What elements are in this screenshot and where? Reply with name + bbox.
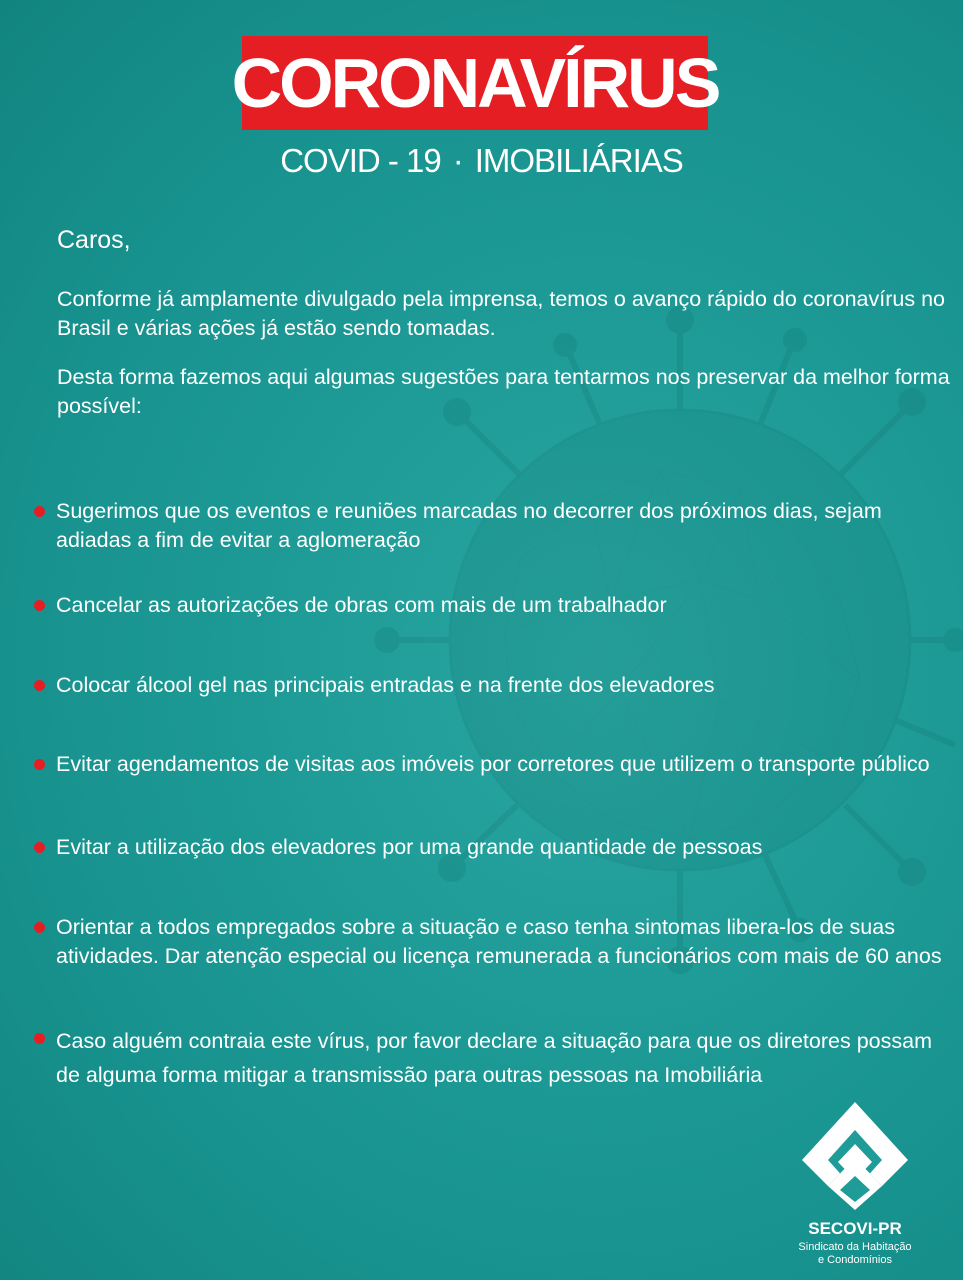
intro-paragraph-2: Desta forma fazemos aqui algumas sugestões para tentarmos nos preservar da melhor forma possível:	[57, 365, 950, 418]
suggestion-text: Cancelar as autorizações de obras com mais de um trabalhador	[56, 593, 667, 617]
suggestion-text: Evitar agendamentos de visitas aos imóveis por corretores que utilizem o transporte público	[56, 752, 930, 776]
suggestion-text: Orientar a todos empregados sobre a situação e caso tenha sintomas libera-los de suas atividades. Dar atenção especial ou licença remunerada a funcionários com mais de 60 anos	[56, 915, 942, 968]
logo-subtitle	[790, 1241, 920, 1267]
red-bullet-icon	[34, 506, 45, 517]
suggestion-item	[34, 913, 954, 971]
subtitle	[0, 142, 963, 180]
suggestion-item	[34, 750, 954, 779]
secovi-logo-icon	[800, 1100, 910, 1212]
suggestion-item	[34, 833, 954, 862]
red-bullet-icon	[34, 922, 45, 933]
page-title: CORONAVÍRUS	[231, 44, 719, 122]
logo-name: SECOVI-PR	[808, 1219, 902, 1238]
suggestion-item	[34, 591, 954, 620]
intro-paragraph-1: Conforme já amplamente divulgado pela imprensa, temos o avanço rápido do coronavírus no Brasil e várias ações já estão sendo tomadas.	[57, 287, 945, 340]
subtitle-separator: ·	[452, 142, 463, 179]
red-bullet-icon	[34, 759, 45, 770]
suggestion-text: Sugerimos que os eventos e reuniões marcadas no decorrer dos próximos dias, sejam adiadas a fim de evitar a aglomeração	[56, 499, 882, 552]
red-bullet-icon	[34, 842, 45, 853]
suggestion-text: Caso alguém contraia este vírus, por favor declare a situação para que os diretores possam de alguma forma mitigar a transmissão para outras pessoas na Imobiliária	[56, 1029, 932, 1087]
subtitle-covid: COVID - 19	[280, 142, 441, 179]
suggestion-item	[34, 1024, 954, 1092]
logo-subtitle-line-2: e Condomínios	[818, 1254, 892, 1266]
suggestion-text: Evitar a utilização dos elevadores por uma grande quantidade de pessoas	[56, 835, 763, 859]
red-bullet-icon	[34, 600, 45, 611]
red-bullet-icon	[34, 1033, 45, 1044]
subtitle-imobiliarias: IMOBILIÁRIAS	[474, 142, 683, 179]
secovi-logo	[790, 1100, 920, 1270]
title-banner	[231, 36, 719, 130]
suggestion-item	[34, 671, 954, 700]
logo-subtitle-line-1: Sindicato da Habitação	[798, 1241, 912, 1253]
greeting: Caros,	[57, 226, 131, 254]
suggestion-text: Colocar álcool gel nas principais entradas e na frente dos elevadores	[56, 673, 715, 697]
red-bullet-icon	[34, 680, 45, 691]
suggestion-item	[34, 497, 954, 555]
